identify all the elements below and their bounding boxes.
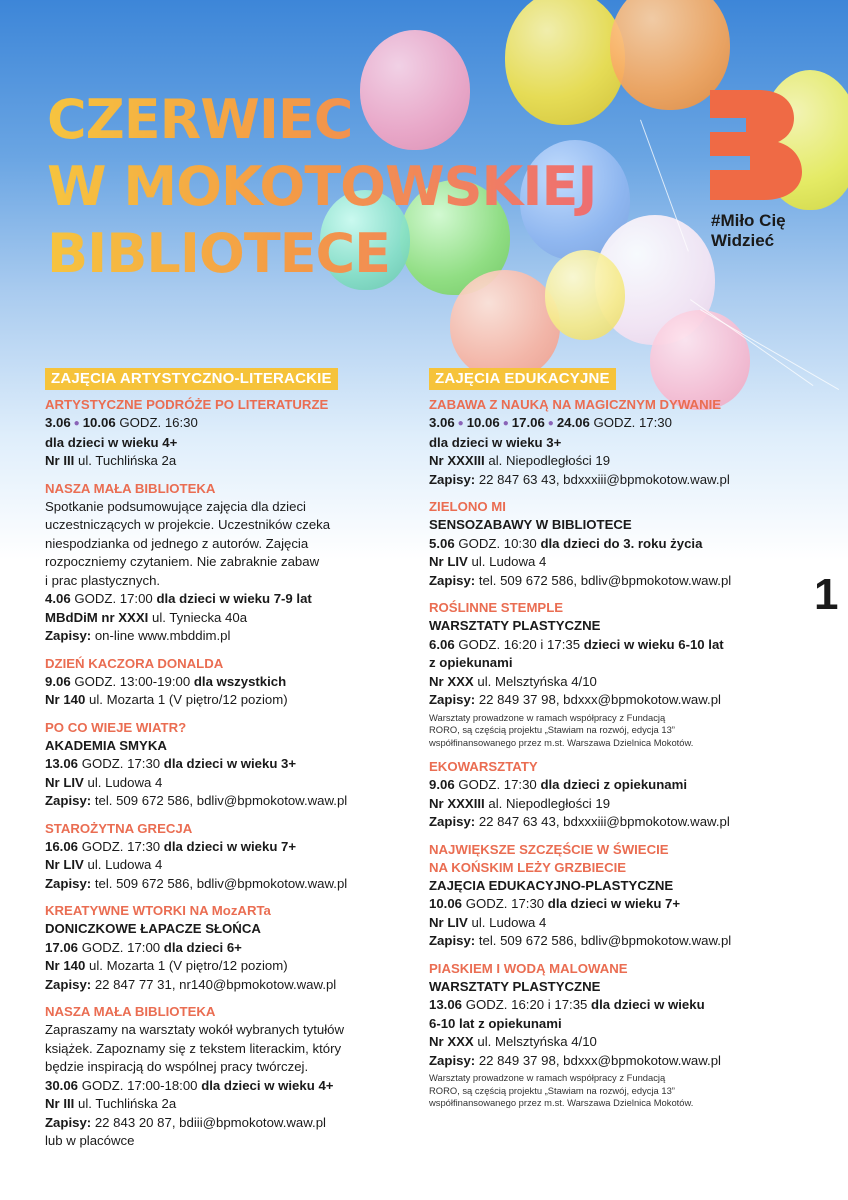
event-title: PIASKIEM I WODĄ MALOWANE	[429, 960, 628, 976]
event-title: NASZA MAŁA BIBLIOTEKA	[45, 1004, 216, 1019]
event-item	[429, 841, 809, 951]
event-title: ZABAWA Z NAUKĄ NA MAGICZNYM DYWANIE	[429, 397, 722, 412]
zapisy-info[interactable]: on-line www.mbddim.pl	[94, 628, 231, 643]
zapisy-info[interactable]: tel. 509 672 586, bdliv@bpmokotow.waw.pl	[478, 933, 732, 948]
event-audience: dla dzieci w wieku 4+	[201, 1077, 334, 1093]
event-item	[45, 820, 400, 894]
event-venue: Nr LIV	[45, 857, 84, 872]
event-audience: dla dzieci 6+	[163, 939, 242, 955]
footnote-line: RORO, są częścią projektu „Stawiam na rozwój, edycja 13”	[429, 724, 675, 735]
event-description: i prac plastycznych.	[45, 572, 161, 588]
event-venue: Nr XXX	[429, 1034, 474, 1049]
event-date: 4.06	[45, 591, 71, 606]
event-subtitle: ZAJĘCIA EDUKACYJNO-PLASTYCZNE	[429, 877, 674, 893]
hashtag-line-1: #Miło Cię	[711, 211, 786, 230]
event-time: GODZ. 17:00	[74, 591, 153, 606]
event-date: 5.06	[429, 535, 455, 551]
zapisy-label: Zapisy:	[429, 572, 476, 588]
event-audience: dla wszystkich	[193, 673, 287, 689]
event-item	[429, 396, 809, 489]
zapisy-info[interactable]: tel. 509 672 586, bdliv@bpmokotow.waw.pl	[478, 572, 732, 588]
event-date: 16.06	[45, 838, 79, 854]
event-title: NAJWIĘKSZE SZCZĘŚCIE W ŚWIECIE	[429, 841, 669, 857]
event-description: uczestniczących w projekcie. Uczestników czeka	[45, 517, 331, 532]
bullet-dot-icon: ●	[73, 418, 80, 429]
event-description: Zapraszamy na warsztaty wokół wybranych tytułów	[45, 1022, 345, 1037]
event-subtitle: WARSZTATY PLASTYCZNE	[429, 978, 601, 994]
footnote-line: Warsztaty prowadzone w ramach współpracy z Fundacją	[429, 711, 666, 723]
zapisy-label: Zapisy:	[429, 933, 476, 948]
event-address: ul. Mozarta 1 (V piętro/12 poziom)	[89, 692, 288, 707]
hashtag-line-2: Widzieć	[711, 231, 775, 250]
event-date: 13.06	[429, 997, 463, 1012]
zapisy-info[interactable]: 22 843 20 87, bdiii@bpmokotow.waw.pl	[94, 1114, 326, 1130]
event-date: 13.06	[45, 756, 79, 771]
event-item	[45, 396, 400, 471]
event-title: KREATYWNE WTORKI NA MozARTa	[45, 903, 271, 918]
event-title: NASZA MAŁA BIBLIOTEKA	[45, 480, 216, 496]
event-date: 10.06	[82, 415, 116, 430]
event-time: GODZ. 16:30	[119, 415, 198, 430]
event-title: DZIEŃ KACZORA DONALDA	[45, 655, 224, 671]
event-audience: dla dzieci w wieku	[591, 997, 705, 1012]
event-description: Spotkanie podsumowujące zajęcia dla dzieci	[45, 498, 306, 514]
event-date: 9.06	[45, 673, 71, 689]
event-title: ZIELONO MI	[429, 499, 506, 514]
event-item	[45, 902, 400, 994]
footnote-line: współfinansowanego przez m.st. Warszawa Dzielnica Mokotów.	[429, 1097, 694, 1108]
hashtag	[711, 211, 786, 251]
zapisy-label: Zapisy:	[45, 976, 92, 992]
zapisy-info[interactable]: 22 847 77 31, nr140@bpmokotow.waw.pl	[94, 976, 337, 992]
event-address: ul. Ludowa 4	[87, 857, 163, 872]
event-item	[45, 719, 400, 811]
page-number: 1	[814, 570, 839, 619]
bullet-dot-icon: ●	[502, 418, 509, 429]
library-logo-icon	[710, 90, 802, 200]
bullet-dot-icon: ●	[457, 418, 464, 429]
zapisy-label: Zapisy:	[45, 628, 92, 643]
zapisy-label: Zapisy:	[45, 793, 92, 808]
zapisy-info[interactable]: 22 847 63 43, bdxxxiii@bpmokotow.waw.pl	[478, 471, 730, 487]
event-time: GODZ. 16:20 i 17:35	[458, 636, 581, 652]
event-date: 30.06	[45, 1077, 79, 1093]
event-venue: Nr III	[45, 1096, 75, 1111]
event-address: ul. Ludowa 4	[471, 914, 547, 930]
event-venue: Nr XXX	[429, 673, 474, 689]
event-date: 17.06	[45, 939, 79, 955]
zapisy-label: Zapisy:	[429, 1052, 476, 1068]
event-audience: dla dzieci z opiekunami	[540, 777, 688, 792]
title-line-3: BIBLIOTECE	[47, 222, 391, 285]
title-line-1: CZERWIEC	[47, 88, 353, 151]
event-date: 3.06	[429, 415, 455, 430]
event-description: rozpoczniemy czytaniem. Nie zabraknie zabaw	[45, 554, 320, 569]
section-header-educational: ZAJĘCIA EDUKACYJNE	[429, 368, 616, 390]
zapisy-info-extra: lub w placówce	[45, 1133, 135, 1148]
zapisy-info[interactable]: tel. 509 672 586, bdliv@bpmokotow.waw.pl	[94, 793, 348, 808]
event-item	[45, 480, 400, 646]
right-column	[429, 368, 809, 1119]
event-item	[429, 960, 809, 1110]
event-item	[429, 758, 809, 832]
event-time: GODZ. 17:30	[465, 896, 545, 911]
event-audience: dla dzieci do 3. roku życia	[540, 535, 703, 551]
event-title: ARTYSTYCZNE PODRÓŻE PO LITERATURZE	[45, 397, 329, 412]
event-venue: Nr XXXIII	[429, 453, 485, 468]
event-time: GODZ. 17:00-18:00	[81, 1077, 198, 1093]
event-audience-cont: 6-10 lat z opiekunami	[429, 1015, 562, 1031]
event-venue: Nr LIV	[429, 914, 468, 930]
event-audience: dla dzieci w wieku 7+	[547, 896, 681, 911]
event-footnote	[429, 712, 809, 750]
bullet-dot-icon: ●	[547, 418, 554, 429]
zapisy-info[interactable]: tel. 509 672 586, bdliv@bpmokotow.waw.pl	[94, 875, 348, 891]
event-title: ROŚLINNE STEMPLE	[429, 600, 564, 615]
zapisy-info[interactable]: 22 849 37 98, bdxxx@bpmokotow.waw.pl	[478, 692, 721, 707]
footnote-line: współfinansowanego przez m.st. Warszawa Dzielnica Mokotów.	[429, 736, 694, 748]
event-venue: Nr 140	[45, 692, 86, 707]
event-date: 24.06	[556, 415, 590, 430]
page-title	[47, 86, 596, 287]
event-audience: dla dzieci w wieku 4+	[45, 434, 178, 450]
event-date: 3.06	[45, 415, 71, 430]
zapisy-label: Zapisy:	[429, 692, 476, 707]
event-address: ul. Ludowa 4	[471, 554, 547, 569]
event-subtitle: AKADEMIA SMYKA	[45, 737, 167, 753]
event-time: GODZ. 17:00	[81, 939, 161, 955]
event-description: niespodzianka od jednego z autorów. Zajęcia	[45, 535, 309, 551]
event-time: GODZ. 17:30	[81, 838, 161, 854]
event-subtitle: SENSOZABAWY W BIBLIOTECE	[429, 517, 632, 532]
event-audience: dla dzieci w wieku 7+	[163, 838, 297, 854]
event-address: ul. Melsztyńska 4/10	[477, 1034, 597, 1049]
event-venue: MBdDiM nr XXXI	[45, 609, 149, 625]
event-address: al. Niepodległości 19	[488, 453, 611, 468]
event-venue: Nr XXXIII	[429, 795, 485, 811]
event-venue: Nr 140	[45, 958, 86, 973]
event-audience-cont: z opiekunami	[429, 655, 513, 670]
event-address: al. Niepodległości 19	[488, 795, 611, 811]
zapisy-label: Zapisy:	[429, 814, 476, 829]
footnote-line: RORO, są częścią projektu „Stawiam na rozwój, edycja 13”	[429, 1084, 675, 1096]
event-time: GODZ. 17:30	[593, 415, 672, 430]
event-address: ul. Melsztyńska 4/10	[477, 673, 597, 689]
event-date: 10.06	[466, 415, 500, 430]
event-address: ul. Tyniecka 40a	[151, 609, 248, 625]
event-title: PO CO WIEJE WIATR?	[45, 719, 187, 735]
event-description: będzie inspiracją do wspólnej pracy twórczej.	[45, 1059, 309, 1074]
event-audience: dla dzieci w wieku 7-9 lat	[156, 591, 312, 606]
event-address: ul. Tuchlińska 2a	[77, 1096, 177, 1111]
zapisy-label: Zapisy:	[429, 471, 476, 487]
event-title-cont: NA KOŃSKIM LEŻY GRZBIECIE	[429, 859, 627, 875]
event-title: EKOWARSZTATY	[429, 759, 538, 774]
footnote-line: Warsztaty prowadzone w ramach współpracy z Fundacją	[429, 1072, 666, 1083]
zapisy-info[interactable]: 22 847 63 43, bdxxxiii@bpmokotow.waw.pl	[478, 814, 730, 829]
event-venue: Nr LIV	[45, 774, 84, 790]
event-date: 9.06	[429, 777, 455, 792]
event-date: 6.06	[429, 636, 455, 652]
event-item	[429, 498, 809, 590]
event-item	[45, 1003, 400, 1151]
zapisy-label: Zapisy:	[45, 1114, 92, 1130]
event-item	[429, 599, 809, 749]
left-column	[45, 368, 400, 1160]
event-time: GODZ. 13:00-19:00	[74, 673, 191, 689]
event-title: STAROŻYTNA GRECJA	[45, 820, 193, 836]
zapisy-label: Zapisy:	[45, 875, 92, 891]
event-description: książek. Zapoznamy się z tekstem literackim, który	[45, 1040, 342, 1056]
event-venue: Nr III	[45, 453, 75, 468]
event-time: GODZ. 17:30	[81, 756, 161, 771]
event-address: ul. Tuchlińska 2a	[77, 453, 177, 468]
event-time: GODZ. 17:30	[458, 777, 537, 792]
event-date: 17.06	[511, 415, 545, 430]
event-item	[45, 655, 400, 710]
zapisy-info[interactable]: 22 849 37 98, bdxxx@bpmokotow.waw.pl	[478, 1052, 721, 1068]
event-time: GODZ. 16:20 i 17:35	[465, 997, 588, 1012]
event-subtitle: DONICZKOWE ŁAPACZE SŁOŃCA	[45, 921, 261, 936]
event-address: ul. Mozarta 1 (V piętro/12 poziom)	[89, 958, 288, 973]
event-audience: dla dzieci w wieku 3+	[163, 756, 297, 771]
event-time: GODZ. 10:30	[458, 535, 537, 551]
title-line-2: W MOKOTOWSKIEJ	[47, 155, 597, 218]
event-venue: Nr LIV	[429, 554, 468, 569]
event-subtitle: WARSZTATY PLASTYCZNE	[429, 618, 601, 633]
event-audience: dla dzieci w wieku 3+	[429, 434, 562, 450]
event-date: 10.06	[429, 896, 463, 911]
section-header-artistic: ZAJĘCIA ARTYSTYCZNO-LITERACKIE	[45, 368, 338, 390]
event-address: ul. Ludowa 4	[87, 774, 163, 790]
event-footnote	[429, 1072, 809, 1110]
event-audience: dzieci w wieku 6-10 lat	[583, 636, 724, 652]
